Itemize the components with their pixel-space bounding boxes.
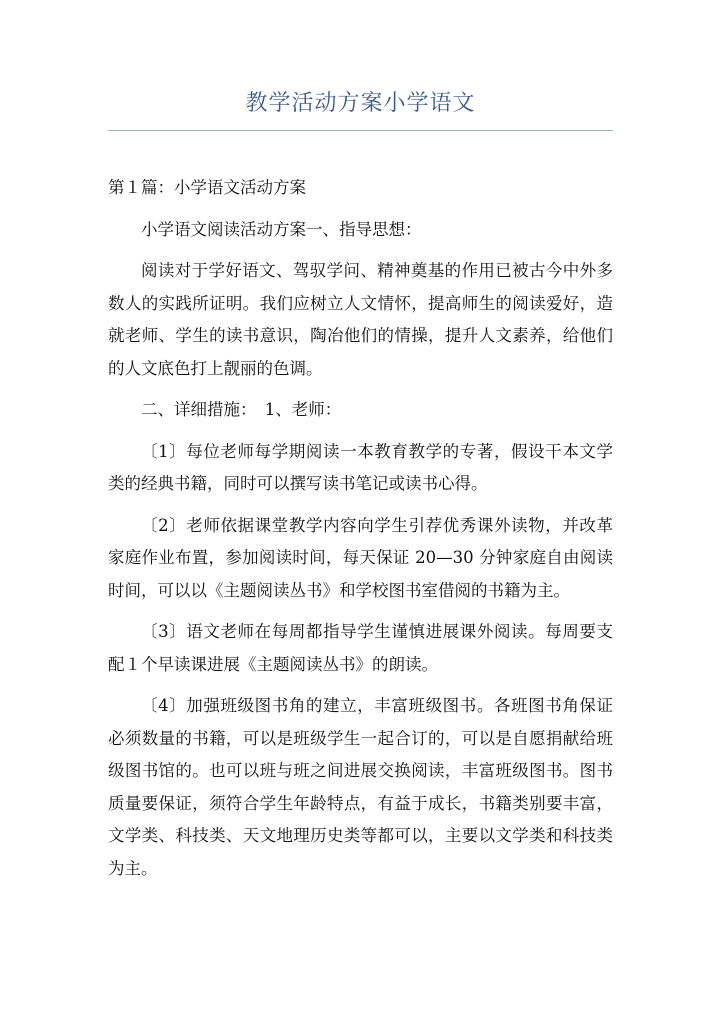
paragraph: 二、详细措施： 1、老师：	[141, 400, 342, 419]
section-heading: 第１篇：小学语文活动方案	[108, 178, 306, 197]
paragraph: 〔4〕加强班级图书角的建立，丰富班级图书。各班图书角保证必须数量的书籍，可以是班级学生一起合订的，可以是自愿捐献给班级图书馆的。也可以班与班之间进展交换阅读，丰富班级图书。图书质量要保证，须符合学生年龄特点，有益于成长，书籍类别要丰富，文学类、科技类、天文地理历史类等都可以，主要以文学类和科技类为主。	[108, 696, 613, 878]
title-underline	[108, 130, 613, 131]
document-body	[108, 172, 613, 894]
document-title: 教学活动方案小学语文	[245, 91, 476, 116]
paragraph: 〔2〕老师依据课堂教学内容向学生引荐优秀课外读物，并改革家庭作业布置，参加阅读时间，每天保证 20—30 分钟家庭自由阅读时间，可以以《主题阅读丛书》和学校图书室借阅的书籍为主。	[108, 515, 613, 600]
paragraph: 阅读对于学好语文、驾驭学问、精神奠基的作用已被古今中外多数人的实践所证明。我们应树立人文情怀，提高师生的阅读爱好，造就老师、学生的读书意识，陶冶他们的情操，提升人文素养，给他们的人文底色打上靓丽的色调。	[108, 261, 613, 378]
paragraph: 小学语文阅读活动方案一、指导思想：	[141, 219, 422, 239]
paragraph: 〔3〕语文老师在每周都指导学生谨慎进展课外阅读。每周要支配１个早读课进展《主题阅读丛书》的朗读。	[108, 622, 613, 674]
paragraph: 〔1〕每位老师每学期阅读一本教育教学的专著，假设干本文学类的经典书籍，同时可以撰写读书笔记或读书心得。	[108, 441, 613, 493]
